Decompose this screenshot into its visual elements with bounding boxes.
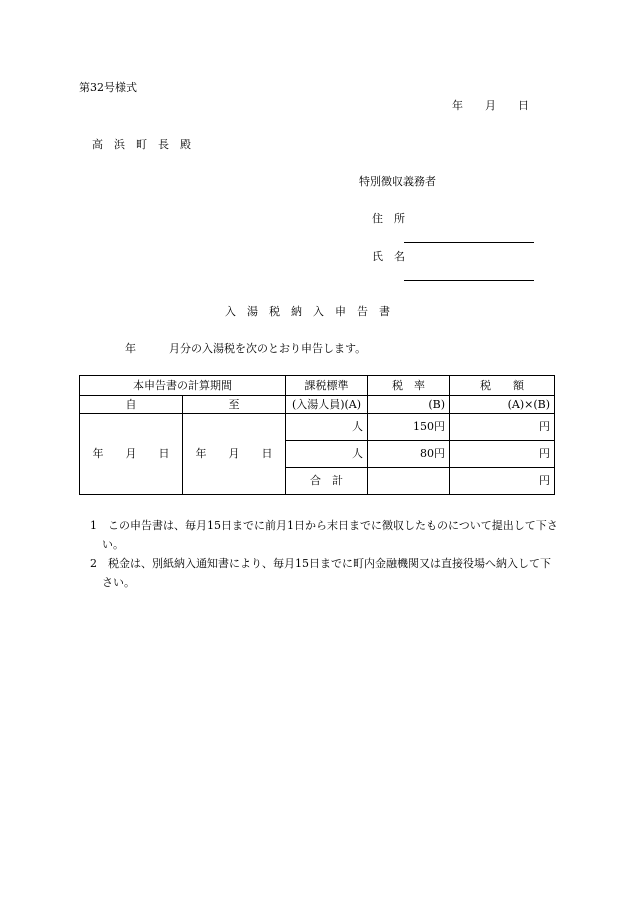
total-label: 合 計: [286, 468, 368, 495]
note-item: [90, 516, 558, 554]
document-title: 入 湯 税 納 入 申 告 書: [225, 305, 390, 318]
tax-amount-header: 税 額: [450, 376, 555, 396]
obligor-title: 特別徴収義務者: [359, 175, 436, 188]
tax-base-header: 課税標準: [286, 376, 368, 396]
row1-persons-unit: 人: [286, 414, 368, 441]
period-to-header: 至: [183, 396, 286, 414]
address-underline: [404, 242, 534, 243]
total-rate-blank: [368, 468, 450, 495]
note-number: 2: [90, 557, 97, 570]
total-amount-unit: 円: [450, 468, 555, 495]
note-item: [90, 554, 558, 592]
row2-persons-unit: 人: [286, 441, 368, 468]
name-underline: [404, 280, 534, 281]
form-number: 第32号様式: [79, 81, 137, 94]
date-line: 年 月 日: [452, 99, 529, 112]
row2-amount-unit: 円: [450, 441, 555, 468]
addressee: 高 浜 町 長 殿: [92, 138, 191, 151]
period-from-header: 自: [80, 396, 183, 414]
address-label: 住 所: [372, 212, 405, 225]
notes: [90, 516, 558, 592]
period-header: 本申告書の計算期間: [80, 376, 286, 396]
tax-amount-subheader: (A)×(B): [450, 396, 555, 414]
name-label: 氏 名: [372, 250, 405, 263]
row1-tax-rate: 150円: [368, 414, 450, 441]
tax-rate-header: 税 率: [368, 376, 450, 396]
note-text: この申告書は、毎月15日までに前月1日から末日までに徴収したものについて提出して下さい。: [102, 519, 558, 551]
note-number: 1: [90, 519, 97, 532]
note-text: 税金は、別紙納入通知書により、毎月15日までに町内金融機関又は直接役場へ納入して下さい。: [102, 557, 551, 589]
period-from-date: 年 月 日: [80, 414, 183, 495]
period-to-date: 年 月 日: [183, 414, 286, 495]
tax-rate-subheader: (B): [368, 396, 450, 414]
tax-base-subheader: (入湯人員)(A): [286, 396, 368, 414]
row1-amount-unit: 円: [450, 414, 555, 441]
row2-tax-rate: 80円: [368, 441, 450, 468]
intro-text: 年 月分の入湯税を次のとおり申告します。: [125, 342, 367, 355]
tax-calculation-table: [79, 375, 555, 495]
